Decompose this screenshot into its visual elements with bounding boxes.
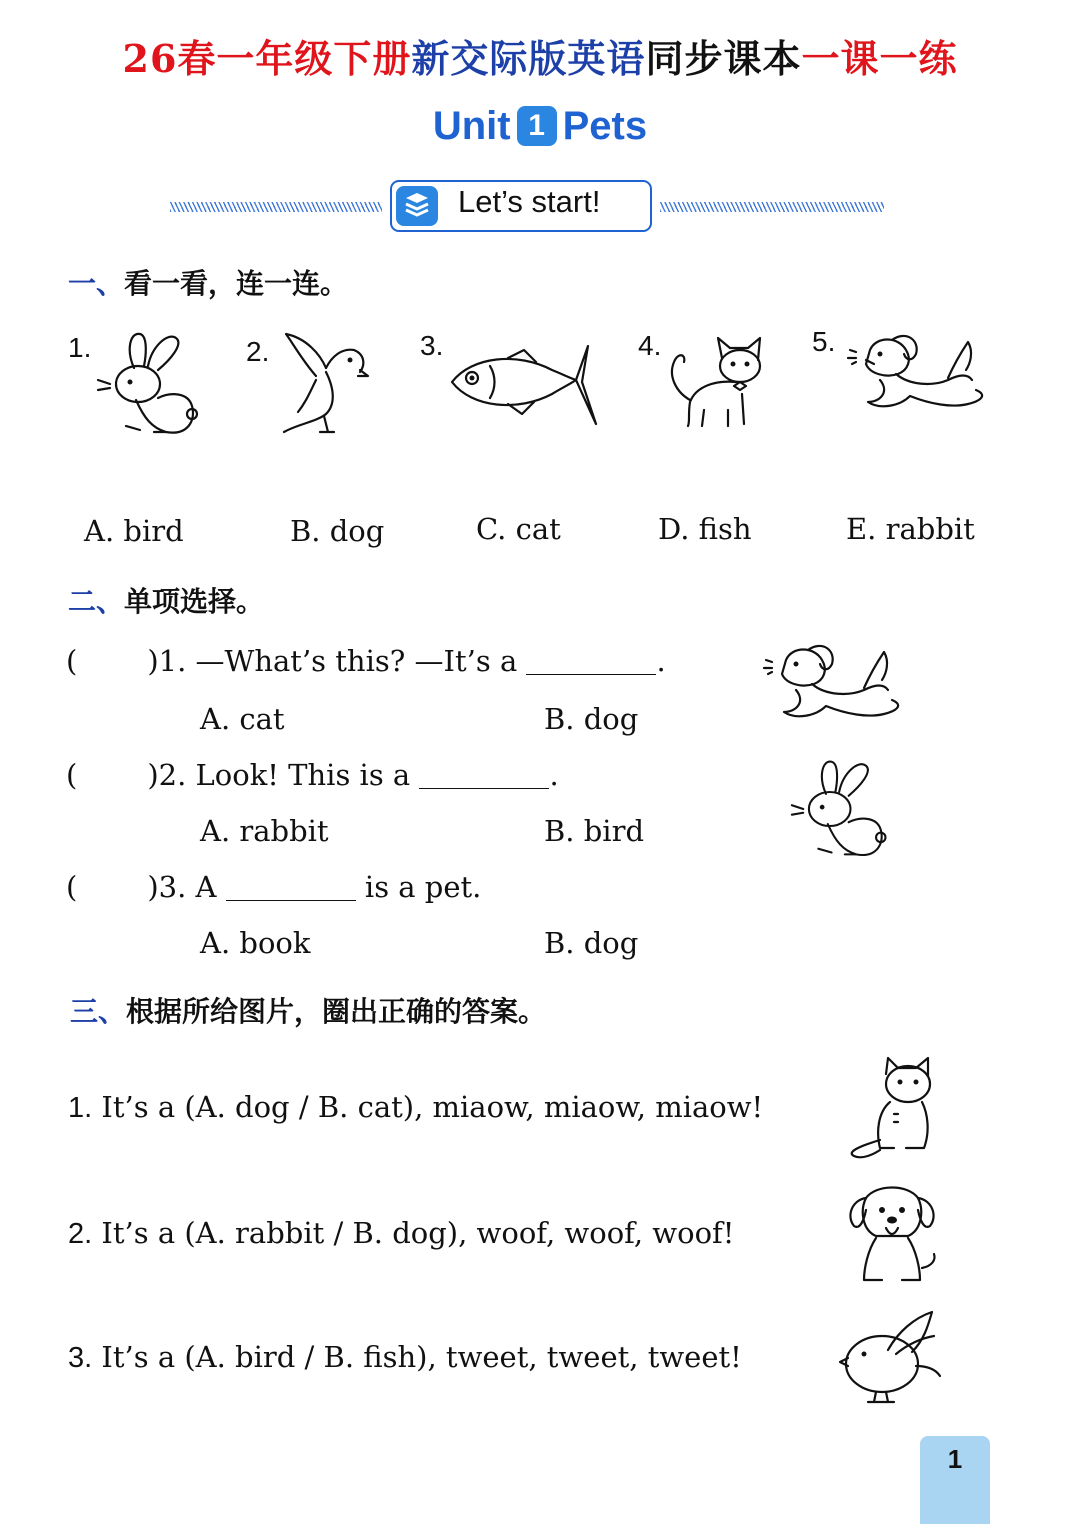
question-text: Look! This is a [195,758,411,792]
unit-number-badge: 1 [517,106,557,146]
section3-number: 三、 [70,995,127,1028]
word-b: B. dog [290,514,385,548]
title-part-exercise: 一课一练 [801,36,958,81]
item-text[interactable]: It’s a (A. dog / B. cat), miaow, miaow, miaow! [101,1090,764,1124]
question-2 [66,758,559,792]
q3-option-a: A. book [200,926,311,960]
section3-heading [70,990,546,1030]
fill-blank[interactable] [226,874,356,901]
question-text: A [195,870,217,904]
answer-paren-open: ( [66,758,78,792]
title-part-book: 同步课本 [645,36,802,81]
question-end: is a pet. [364,870,482,904]
bird-icon [840,1312,940,1402]
bird-icon [284,334,368,432]
picture-number-3: 3. [420,330,444,361]
answer-paren-open: ( [66,644,78,678]
q1-option-a: A. cat [200,702,285,736]
question-number: )1. [147,644,187,678]
q3-option-b: B. dog [544,926,639,960]
word-c: C. cat [476,512,561,546]
fish-icon [452,346,596,424]
decorative-hatch-left [170,202,382,212]
book-stack-icon [396,186,438,226]
section2-number: 二、 [68,585,125,618]
dog-icon [764,646,898,716]
section1-heading [68,262,348,302]
unit-word: Unit [432,104,511,148]
item-number: 3. [68,1342,93,1374]
picture-number-4: 4. [638,330,662,361]
item-number: 2. [68,1218,93,1250]
item-text[interactable]: It’s a (A. rabbit / B. dog), woof, woof, woof! [101,1216,735,1250]
subheading-text: Let’s start! [458,184,601,219]
question-end: . [656,644,666,678]
fill-blank[interactable] [419,762,549,789]
answer-paren-open: ( [66,870,78,904]
rabbit-icon [96,328,206,440]
cat-icon [852,1058,930,1157]
picture-number-1: 1. [68,332,92,363]
word-e: E. rabbit [846,512,975,546]
picture-number-2: 2. [246,336,270,367]
section1-number: 一、 [68,267,125,300]
word-d: D. fish [658,512,752,546]
question-number: )2. [147,758,187,792]
q2-option-b: B. bird [544,814,645,848]
section3-title: 根据所给图片，圈出正确的答案。 [126,995,547,1028]
q2-option-a: A. rabbit [200,814,329,848]
decorative-hatch-right [660,202,884,212]
picture-number-5: 5. [812,326,836,357]
section2-heading [68,580,264,620]
unit-name: Pets [562,104,648,148]
section2-title: 单项选择。 [124,585,265,618]
unit-heading [0,104,1080,149]
fill-blank[interactable] [526,648,656,675]
item-number: 1. [68,1092,93,1124]
question-1 [66,644,666,678]
rabbit-icon [792,762,886,855]
cat-icon [672,338,760,426]
page-title [0,28,1080,83]
title-part-edition: 新交际版英语 [411,36,646,81]
dog-icon [848,336,982,406]
title-part-grade: 26春一年级下册 [122,36,412,81]
question-text: —What’s this? —It’s a [195,644,518,678]
question-3 [66,870,481,904]
section1-title: 看一看，连一连。 [124,267,349,300]
word-a: A. bird [84,514,184,548]
page-number: 1 [947,1444,963,1474]
q1-option-b: B. dog [544,702,639,736]
circle-item-3 [68,1340,742,1375]
circle-item-2 [68,1216,734,1251]
dog-icon [850,1188,934,1281]
question-number: )3. [147,870,187,904]
item-text[interactable]: It’s a (A. bird / B. fish), tweet, tweet, tweet! [101,1340,742,1374]
circle-item-1 [68,1090,763,1125]
question-end: . [549,758,559,792]
